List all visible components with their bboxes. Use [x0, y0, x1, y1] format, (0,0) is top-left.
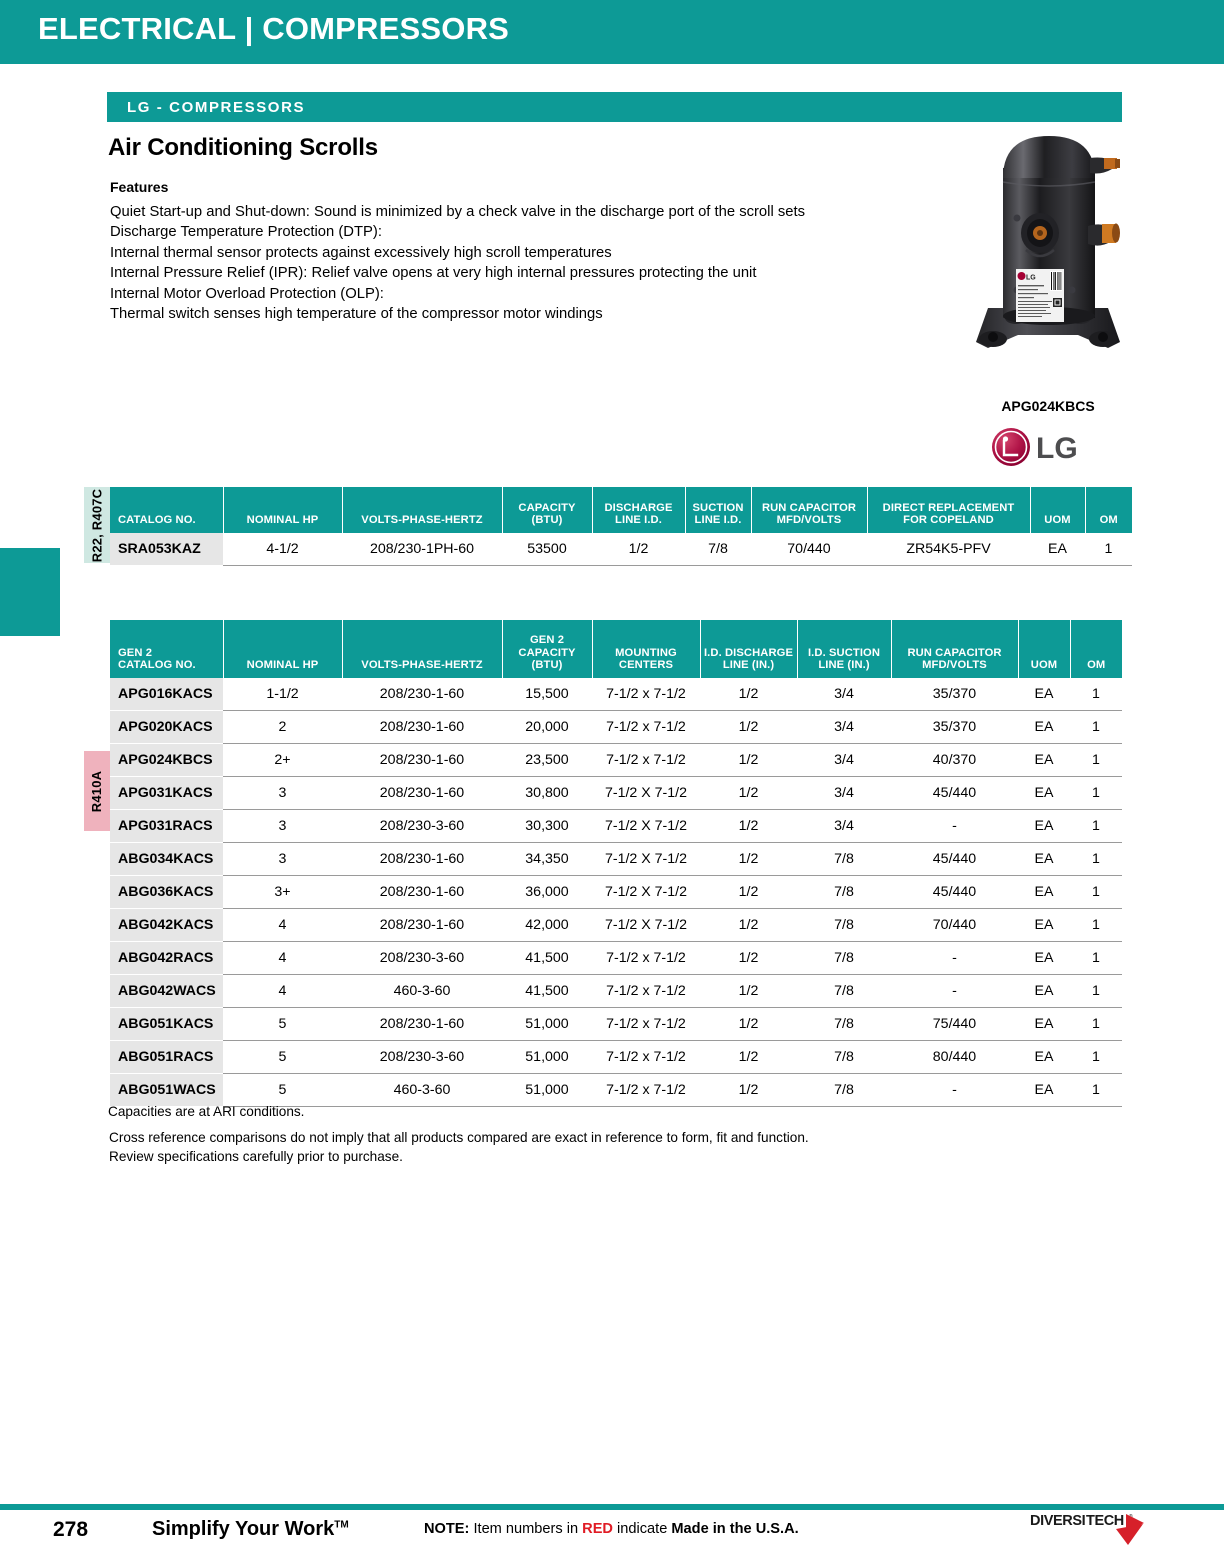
cell-nominal-hp: 5 — [223, 1008, 342, 1041]
footer-note-red: RED — [582, 1521, 613, 1537]
lg-logo-icon — [988, 424, 1098, 470]
category-band — [107, 92, 1122, 122]
cell-om: 1 — [1070, 711, 1122, 744]
cell-om: 1 — [1070, 909, 1122, 942]
cell-id-suction-line: 7/8 — [797, 942, 891, 975]
cell-id-discharge-line: 1/2 — [700, 942, 797, 975]
cell-id-suction-line: 7/8 — [797, 1041, 891, 1074]
cell-gen2-capacity-btu: 30,800 — [502, 777, 592, 810]
col-run-capacitor: RUN CAPACITOR MFD/VOLTS — [891, 620, 1018, 678]
cell-nominal-hp: 4 — [223, 909, 342, 942]
cell-volts-phase-hertz: 208/230-1-60 — [342, 777, 502, 810]
table-row[interactable] — [110, 533, 1132, 566]
table-header-row — [110, 620, 1122, 678]
cell-mounting-centers: 7-1/2 x 7-1/2 — [592, 1041, 700, 1074]
cell-mounting-centers: 7-1/2 x 7-1/2 — [592, 975, 700, 1008]
table-row[interactable] — [110, 1008, 1122, 1041]
svg-text:LG: LG — [1036, 432, 1078, 465]
cell-gen2-capacity-btu: 34,350 — [502, 843, 592, 876]
cell-om: 1 — [1070, 1041, 1122, 1074]
cell-mounting-centers: 7-1/2 X 7-1/2 — [592, 810, 700, 843]
footer-note-usa: Made in the U.S.A. — [671, 1521, 799, 1537]
cell-om: 1 — [1070, 678, 1122, 711]
col-nominal-hp: NOMINAL HP — [223, 620, 342, 678]
cell-mounting-centers: 7-1/2 x 7-1/2 — [592, 678, 700, 711]
features-heading: Features — [110, 179, 169, 195]
cell-id-suction-line: 3/4 — [797, 678, 891, 711]
col-mounting-centers: MOUNTING CENTERS — [592, 620, 700, 678]
cell-id-discharge-line: 1/2 — [700, 1008, 797, 1041]
cell-id-discharge-line: 1/2 — [700, 876, 797, 909]
cell-id-discharge-line: 1/2 — [700, 975, 797, 1008]
cell-gen2-catalog-no: ABG036KACS — [110, 876, 223, 909]
note-cross-line-2: Review specifications carefully prior to purchase. — [109, 1148, 403, 1164]
cell-mounting-centers: 7-1/2 X 7-1/2 — [592, 909, 700, 942]
cell-gen2-catalog-no: ABG042RACS — [110, 942, 223, 975]
cell-uom: EA — [1018, 810, 1070, 843]
cell-id-suction-line: 3/4 — [797, 810, 891, 843]
col-run-capacitor: RUN CAPACITOR MFD/VOLTS — [751, 487, 867, 533]
cell-id-suction-line: 3/4 — [797, 777, 891, 810]
svg-text:TECH: TECH — [1086, 1513, 1124, 1529]
cell-uom: EA — [1018, 1041, 1070, 1074]
cell-nominal-hp: 3 — [223, 843, 342, 876]
table-row[interactable] — [110, 1041, 1122, 1074]
cell-gen2-catalog-no: ABG034KACS — [110, 843, 223, 876]
cell-id-discharge-line: 1/2 — [700, 843, 797, 876]
cell-nominal-hp: 2 — [223, 711, 342, 744]
feature-item: Discharge Temperature Protection (DTP): — [110, 224, 382, 241]
compressor-photo — [968, 130, 1128, 380]
cell-gen2-capacity-btu: 15,500 — [502, 678, 592, 711]
cell-gen2-capacity-btu: 20,000 — [502, 711, 592, 744]
cell-volts-phase-hertz: 208/230-1-60 — [342, 1008, 502, 1041]
cell-direct-replacement: ZR54K5-PFV — [867, 533, 1030, 566]
col-capacity-btu: CAPACITY (BTU) — [502, 487, 592, 533]
feature-item: Thermal switch senses high temperature of the compressor motor windings — [110, 306, 603, 323]
cell-gen2-catalog-no: APG024KBCS — [110, 744, 223, 777]
cell-gen2-capacity-btu: 36,000 — [502, 876, 592, 909]
cell-gen2-catalog-no: ABG042WACS — [110, 975, 223, 1008]
cell-uom: EA — [1018, 711, 1070, 744]
cell-gen2-catalog-no: APG031KACS — [110, 777, 223, 810]
cell-suction-line-id: 7/8 — [685, 533, 751, 566]
cell-id-suction-line: 7/8 — [797, 843, 891, 876]
cell-mounting-centers: 7-1/2 X 7-1/2 — [592, 777, 700, 810]
cell-run-capacitor: 70/440 — [751, 533, 867, 566]
cell-id-suction-line: 3/4 — [797, 711, 891, 744]
cell-volts-phase-hertz: 208/230-3-60 — [342, 1041, 502, 1074]
cell-volts-phase-hertz: 208/230-1-60 — [342, 843, 502, 876]
cell-gen2-catalog-no: ABG051WACS — [110, 1074, 223, 1107]
cell-run-capacitor: - — [891, 810, 1018, 843]
svg-text:LG: LG — [1026, 274, 1036, 282]
diversitech-logo — [1030, 1511, 1160, 1545]
cell-nominal-hp: 1-1/2 — [223, 678, 342, 711]
cell-volts-phase-hertz: 208/230-1-60 — [342, 711, 502, 744]
col-volts-phase-hertz: VOLTS-PHASE-HERTZ — [342, 620, 502, 678]
table-row[interactable] — [110, 1074, 1122, 1107]
cell-volts-phase-hertz: 208/230-1-60 — [342, 678, 502, 711]
cell-gen2-catalog-no: APG020KACS — [110, 711, 223, 744]
table-row[interactable] — [110, 876, 1122, 909]
cell-gen2-capacity-btu: 51,000 — [502, 1008, 592, 1041]
cell-gen2-catalog-no: ABG051RACS — [110, 1041, 223, 1074]
footer-tagline: Simplify Your Work™ — [152, 1518, 349, 1540]
cell-mounting-centers: 7-1/2 x 7-1/2 — [592, 711, 700, 744]
cell-om: 1 — [1070, 1074, 1122, 1107]
cell-om: 1 — [1070, 942, 1122, 975]
cell-run-capacitor: 45/440 — [891, 777, 1018, 810]
cell-uom: EA — [1018, 975, 1070, 1008]
cell-id-suction-line: 7/8 — [797, 876, 891, 909]
page-title: Air Conditioning Scrolls — [108, 134, 378, 161]
cell-run-capacitor: 45/440 — [891, 843, 1018, 876]
cell-id-discharge-line: 1/2 — [700, 777, 797, 810]
table-row[interactable] — [110, 843, 1122, 876]
cell-nominal-hp: 5 — [223, 1074, 342, 1107]
cell-gen2-capacity-btu: 23,500 — [502, 744, 592, 777]
note-cross-reference — [109, 1129, 809, 1166]
cell-gen2-catalog-no: ABG051KACS — [110, 1008, 223, 1041]
cell-gen2-capacity-btu: 41,500 — [502, 942, 592, 975]
product-image-caption: APG024KBCS — [1001, 398, 1095, 414]
cell-id-suction-line: 7/8 — [797, 975, 891, 1008]
cell-volts-phase-hertz: 208/230-3-60 — [342, 942, 502, 975]
cell-uom: EA — [1018, 744, 1070, 777]
table-header-row — [110, 487, 1132, 533]
footer-note: NOTE: Item numbers in RED indicate Made in the U.S.A. — [424, 1521, 799, 1537]
cell-volts-phase-hertz: 208/230-1-60 — [342, 744, 502, 777]
page-number: 278 — [53, 1518, 89, 1541]
col-nominal-hp: NOMINAL HP — [223, 487, 342, 533]
cell-om: 1 — [1070, 843, 1122, 876]
cell-id-discharge-line: 1/2 — [700, 744, 797, 777]
category-band-label: LG - COMPRESSORS — [127, 99, 306, 116]
cell-id-discharge-line: 1/2 — [700, 678, 797, 711]
refrigerant-tab-label: R22, R407C — [89, 488, 105, 562]
cell-nominal-hp: 4-1/2 — [223, 533, 342, 566]
table-row[interactable] — [110, 975, 1122, 1008]
cell-id-discharge-line: 1/2 — [700, 1074, 797, 1107]
cell-run-capacitor: 75/440 — [891, 1008, 1018, 1041]
cell-nominal-hp: 3 — [223, 810, 342, 843]
cell-volts-phase-hertz: 208/230-1-60 — [342, 876, 502, 909]
cell-nominal-hp: 3 — [223, 777, 342, 810]
cell-volts-phase-hertz: 460-3-60 — [342, 1074, 502, 1107]
footer-rule — [0, 1504, 1224, 1510]
compressor-table-r22 — [110, 487, 1132, 566]
cell-volts-phase-hertz: 208/230-3-60 — [342, 810, 502, 843]
col-discharge-line-id: DISCHARGE LINE I.D. — [592, 487, 685, 533]
compressor-table-r410a — [110, 620, 1122, 1107]
cell-mounting-centers: 7-1/2 X 7-1/2 — [592, 843, 700, 876]
cell-volts-phase-hertz: 460-3-60 — [342, 975, 502, 1008]
cell-id-suction-line: 7/8 — [797, 1074, 891, 1107]
col-id-discharge-line: I.D. DISCHARGE LINE (IN.) — [700, 620, 797, 678]
feature-item: Internal Motor Overload Protection (OLP): — [110, 285, 384, 302]
cell-id-suction-line: 3/4 — [797, 744, 891, 777]
footer-note-label: NOTE: — [424, 1521, 470, 1537]
cell-nominal-hp: 4 — [223, 942, 342, 975]
col-id-suction-line: I.D. SUCTION LINE (IN.) — [797, 620, 891, 678]
cell-gen2-catalog-no: ABG042KACS — [110, 909, 223, 942]
cell-uom: EA — [1030, 533, 1085, 566]
table-body — [110, 533, 1132, 566]
table-row[interactable] — [110, 909, 1122, 942]
cell-mounting-centers: 7-1/2 x 7-1/2 — [592, 1074, 700, 1107]
cell-run-capacitor: - — [891, 1074, 1018, 1107]
cell-volts-phase-hertz: 208/230-1PH-60 — [342, 533, 502, 566]
cell-run-capacitor: 80/440 — [891, 1041, 1018, 1074]
cell-id-suction-line: 7/8 — [797, 1008, 891, 1041]
cell-uom: EA — [1018, 1074, 1070, 1107]
cell-run-capacitor: 40/370 — [891, 744, 1018, 777]
cell-gen2-capacity-btu: 51,000 — [502, 1041, 592, 1074]
cell-mounting-centers: 7-1/2 X 7-1/2 — [592, 876, 700, 909]
cell-run-capacitor: 45/440 — [891, 876, 1018, 909]
feature-item: Internal thermal sensor protects against excessively high scroll temperatures — [110, 244, 612, 261]
col-om: OM — [1070, 620, 1122, 678]
cell-om: 1 — [1070, 876, 1122, 909]
cell-id-discharge-line: 1/2 — [700, 1041, 797, 1074]
page-header-band — [0, 0, 1224, 64]
cell-capacity-btu: 53500 — [502, 533, 592, 566]
table-body — [110, 678, 1122, 1107]
cell-mounting-centers: 7-1/2 x 7-1/2 — [592, 942, 700, 975]
cell-id-discharge-line: 1/2 — [700, 909, 797, 942]
table-row[interactable] — [110, 711, 1122, 744]
cell-run-capacitor: 70/440 — [891, 909, 1018, 942]
cell-uom: EA — [1018, 843, 1070, 876]
table-row[interactable] — [110, 744, 1122, 777]
trademark-mark: TM — [334, 1519, 349, 1531]
col-uom: UOM — [1030, 487, 1085, 533]
note-cross-line-1: Cross reference comparisons do not imply that all products compared are exact in reference to form, fit and function. — [109, 1130, 809, 1145]
cell-run-capacitor: - — [891, 942, 1018, 975]
cell-om: 1 — [1070, 744, 1122, 777]
refrigerant-tab-r410a — [84, 751, 110, 831]
table-row[interactable] — [110, 777, 1122, 810]
cell-om: 1 — [1070, 975, 1122, 1008]
cell-om: 1 — [1070, 810, 1122, 843]
col-direct-replacement-copeland: DIRECT REPLACEMENT FOR COPELAND — [867, 487, 1030, 533]
cell-mounting-centers: 7-1/2 x 7-1/2 — [592, 744, 700, 777]
cell-uom: EA — [1018, 678, 1070, 711]
cell-uom: EA — [1018, 777, 1070, 810]
feature-item: Internal Pressure Relief (IPR): Relief valve opens at very high internal pressures protecting the unit — [110, 265, 757, 282]
cell-id-suction-line: 7/8 — [797, 909, 891, 942]
cell-discharge-line-id: 1/2 — [592, 533, 685, 566]
table-row[interactable] — [110, 810, 1122, 843]
cell-om: 1 — [1070, 1008, 1122, 1041]
cell-run-capacitor: 35/370 — [891, 711, 1018, 744]
table-row[interactable] — [110, 942, 1122, 975]
cell-run-capacitor: - — [891, 975, 1018, 1008]
cell-nominal-hp: 3+ — [223, 876, 342, 909]
cell-run-capacitor: 35/370 — [891, 678, 1018, 711]
svg-text:DIVERSI: DIVERSI — [1030, 1513, 1086, 1529]
col-suction-line-id: SUCTION LINE I.D. — [685, 487, 751, 533]
cell-gen2-capacity-btu: 30,300 — [502, 810, 592, 843]
cell-om: 1 — [1070, 777, 1122, 810]
col-gen2-capacity-btu: GEN 2 CAPACITY (BTU) — [502, 620, 592, 678]
cell-id-discharge-line: 1/2 — [700, 810, 797, 843]
cell-volts-phase-hertz: 208/230-1-60 — [342, 909, 502, 942]
col-gen2-catalog-no: GEN 2 CATALOG NO. — [110, 620, 223, 678]
cell-uom: EA — [1018, 1008, 1070, 1041]
cell-nominal-hp: 5 — [223, 1041, 342, 1074]
cell-uom: EA — [1018, 876, 1070, 909]
col-om: OM — [1085, 487, 1132, 533]
cell-mounting-centers: 7-1/2 x 7-1/2 — [592, 1008, 700, 1041]
note-ari-conditions: Capacities are at ARI conditions. — [108, 1104, 305, 1119]
page-header-title: ELECTRICAL | COMPRESSORS — [38, 11, 510, 46]
refrigerant-tab-r22-r407c — [84, 487, 110, 563]
cell-gen2-capacity-btu: 51,000 — [502, 1074, 592, 1107]
cell-uom: EA — [1018, 909, 1070, 942]
cell-gen2-capacity-btu: 42,000 — [502, 909, 592, 942]
cell-id-discharge-line: 1/2 — [700, 711, 797, 744]
cell-om: 1 — [1085, 533, 1132, 566]
features-list — [110, 202, 900, 324]
cell-gen2-capacity-btu: 41,500 — [502, 975, 592, 1008]
table-row[interactable] — [110, 678, 1122, 711]
left-teal-decoration — [0, 548, 60, 636]
feature-item: Quiet Start-up and Shut-down: Sound is minimized by a check valve in the discharge port of the scroll sets — [110, 204, 805, 220]
cell-nominal-hp: 2+ — [223, 744, 342, 777]
col-catalog-no: CATALOG NO. — [110, 487, 223, 533]
cell-uom: EA — [1018, 942, 1070, 975]
cell-gen2-catalog-no: APG031RACS — [110, 810, 223, 843]
cell-nominal-hp: 4 — [223, 975, 342, 1008]
col-uom: UOM — [1018, 620, 1070, 678]
cell-catalog-no: SRA053KAZ — [110, 533, 223, 566]
refrigerant-tab-label: R410A — [89, 770, 105, 812]
cell-gen2-catalog-no: APG016KACS — [110, 678, 223, 711]
col-volts-phase-hertz: VOLTS-PHASE-HERTZ — [342, 487, 502, 533]
